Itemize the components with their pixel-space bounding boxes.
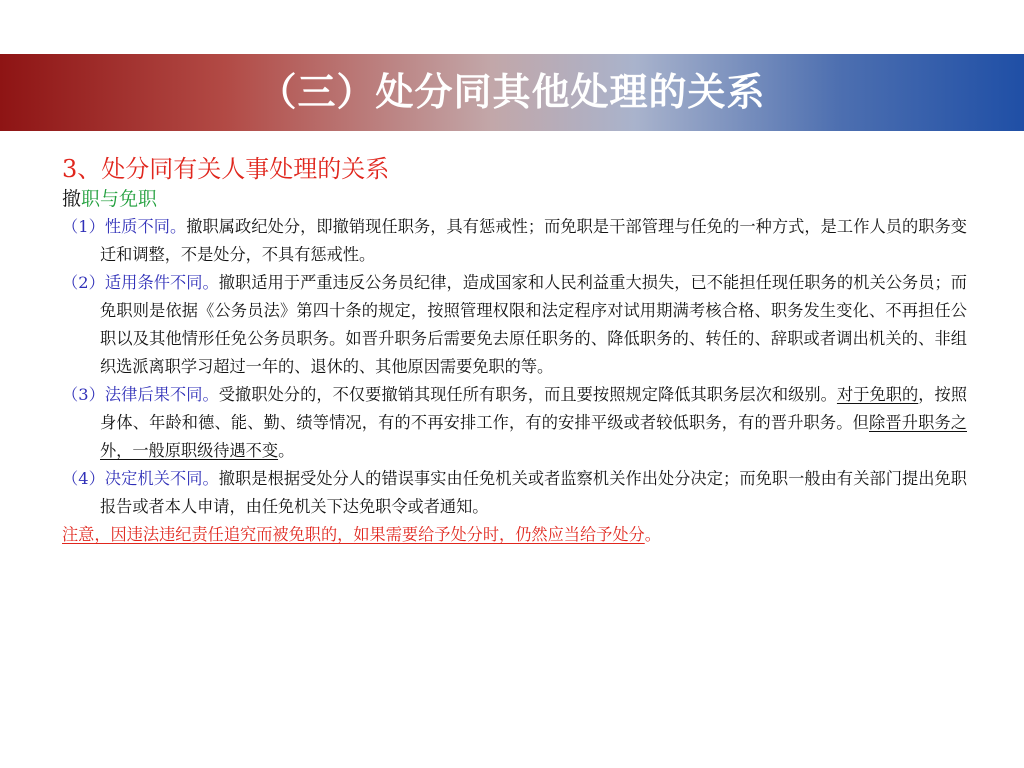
item-label: （3）法律后果不同。 — [62, 385, 219, 404]
item-text: ，按照身体、年龄和德、能、勤、绩等情况，有的不再安排工作，有的安排平级或者较低职务，有的晋升职务。但 — [100, 385, 968, 432]
slide-title: （三）处分同其他处理的关系 — [258, 70, 766, 114]
subheading-part2: 职与免职 — [81, 188, 158, 210]
item-text: 撤职属政纪处分，即撤销现任职务，具有惩戒性；而免职是干部管理与任免的一种方式，是工作人员的职务变迁和调整，不是处分，不具有惩戒性。 — [100, 217, 967, 264]
section-heading: 3、处分同有关人事处理的关系 — [62, 155, 390, 183]
title-banner — [0, 54, 1024, 131]
item-text: 撤职是根据受处分人的错误事实由任免机关或者监察机关作出处分决定；而免职一般由有关部门提出免职报告或者本人申请，由任免机关下达免职令或者通知。 — [100, 469, 967, 516]
subheading-part1: 撤 — [62, 188, 82, 210]
item-text-underlined: 除晋升职务之外，一般原职级待遇不变 — [100, 413, 967, 460]
item-authority — [62, 465, 967, 521]
item-text: 受撤职处分的，不仅要撤销其现任所有职务，而且要按照规定降低其职务层次和级别。 — [218, 385, 837, 404]
item-label: （1）性质不同。 — [62, 217, 187, 236]
note-end: 。 — [644, 525, 661, 544]
note-text: 注意，因违法违纪责任追究而被免职的，如果需要给予处分时，仍然应当给予处分 — [62, 525, 645, 544]
note — [62, 521, 967, 549]
subheading — [62, 185, 967, 213]
item-text-underlined: 对于免职的 — [836, 385, 919, 404]
item-consequences — [62, 381, 967, 465]
item-label: （2）适用条件不同。 — [62, 273, 219, 292]
item-conditions — [62, 269, 967, 381]
slide-content — [62, 153, 967, 549]
item-text: 撤职适用于严重违反公务员纪律，造成国家和人民利益重大损失，已不能担任现任职务的机关公务员；而免职则是依据《公务员法》第四十条的规定，按照管理权限和法定程序对试用期满考核合格、职务发生变化、不再担任公职以及其他情形任免公务员职务。如晋升职务后需要免去原任职务的、降低职务的、转任的、辞职或者调出机关的、非组织选派离职学习超过一年的、退休的、其他原因需要免职的等。 — [100, 273, 967, 376]
item-nature — [62, 213, 967, 269]
item-label: （4）决定机关不同。 — [62, 469, 219, 488]
item-text: 。 — [278, 441, 295, 460]
